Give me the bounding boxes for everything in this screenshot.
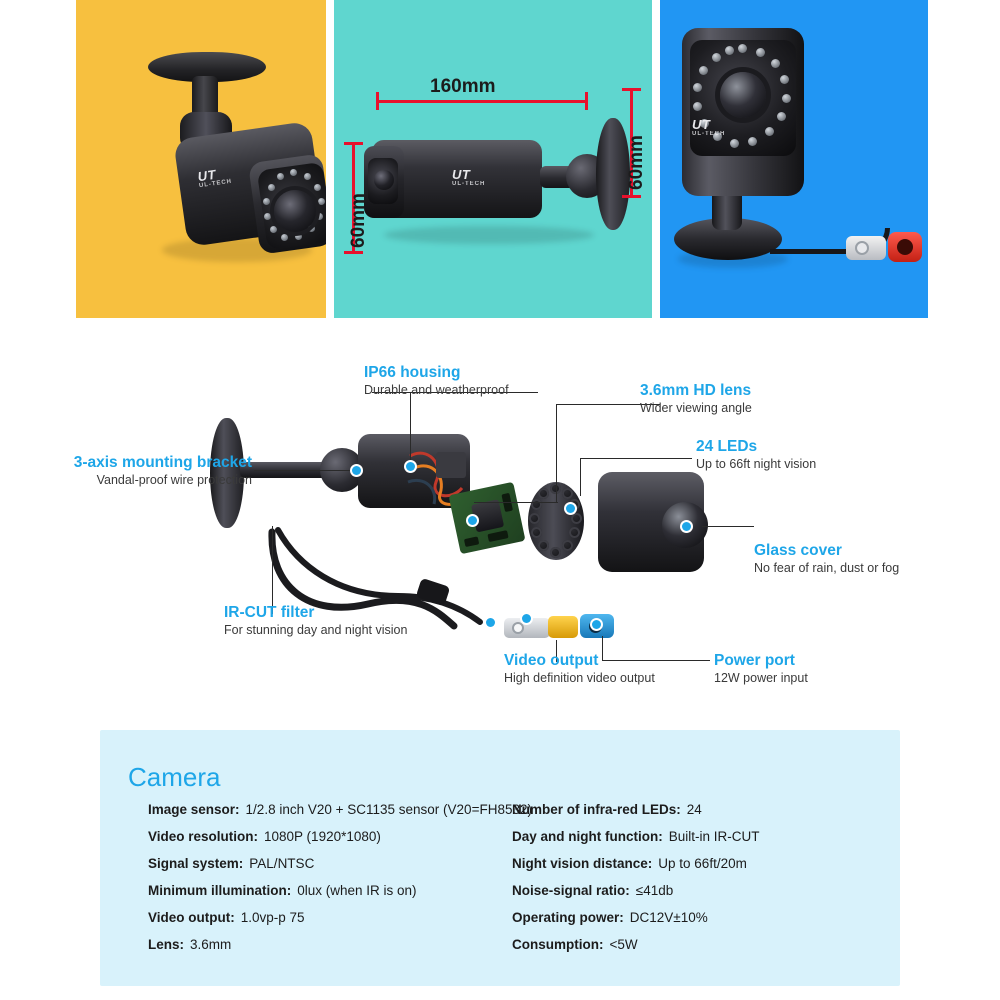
- height-tick-bottom: [344, 251, 363, 254]
- spec-row: [148, 829, 488, 844]
- shadow: [384, 226, 594, 244]
- callout-subtitle: 12W power input: [714, 671, 808, 685]
- camera-lens: [720, 72, 766, 118]
- bnc-center-pin: [855, 241, 869, 255]
- dc-power-connector: [888, 232, 922, 262]
- leader-glass: [702, 526, 754, 527]
- callout-title: 24 LEDs: [696, 438, 758, 455]
- spec-row: [512, 883, 872, 898]
- product-photo-strip: [76, 0, 932, 318]
- spec-key: Day and night function:: [512, 829, 663, 844]
- callout-ircut-filter: [224, 604, 407, 637]
- spec-row: [512, 910, 872, 925]
- hotspot-leds: [566, 504, 575, 513]
- length-dimension-line: [376, 100, 588, 103]
- callout-mounting-bracket: [0, 454, 252, 487]
- spec-row: [512, 829, 872, 844]
- product-photo-angled: [76, 0, 326, 318]
- spec-key: Consumption:: [512, 937, 604, 952]
- leader-leds: [580, 458, 692, 459]
- callout-title: 3.6mm HD lens: [640, 382, 752, 399]
- leader-bracket: [254, 470, 360, 471]
- depth-tick-bottom: [622, 195, 641, 198]
- spec-key: Minimum illumination:: [148, 883, 292, 898]
- depth-dimension-label: 60mm: [626, 135, 647, 190]
- callout-subtitle: Up to 66ft night vision: [696, 457, 817, 471]
- spec-row: [148, 937, 488, 952]
- length-tick-left: [376, 92, 379, 110]
- spec-value: 1/2.8 inch V20 + SC1135 sensor (V20=FH8532): [245, 802, 532, 817]
- hotspot-glass: [682, 522, 691, 531]
- callout-glass-cover: [754, 542, 899, 575]
- hotspot-video: [522, 614, 531, 623]
- spec-value: 1.0vp-p 75: [240, 910, 305, 925]
- leader-ircut-v: [272, 526, 273, 614]
- spec-value: Up to 66ft/20m: [658, 856, 747, 871]
- brand-logo: [452, 168, 485, 187]
- depth-tick-top: [622, 88, 641, 91]
- leader-leds-v: [580, 458, 581, 496]
- callout-subtitle: No fear of rain, dust or fog: [754, 561, 900, 575]
- hotspot-bracket: [352, 466, 361, 475]
- callout-subtitle: Wider viewing angle: [640, 401, 752, 415]
- leader-ip66-v: [410, 392, 411, 466]
- callout-ip66-housing: [364, 364, 509, 397]
- mount-plate: [596, 118, 630, 230]
- brand-subtitle: UL-TECH: [452, 181, 486, 187]
- dc-socket-hole: [897, 239, 913, 255]
- bnc-center-pin: [512, 622, 524, 634]
- spec-row: [148, 910, 488, 925]
- spec-row: [148, 856, 488, 871]
- callout-power-port: [714, 652, 808, 685]
- specs-column-right: [512, 802, 872, 964]
- bnc-video-connector: [846, 236, 886, 260]
- height-tick-top: [344, 142, 363, 145]
- spec-value: 0lux (when IR is on): [297, 883, 417, 898]
- specs-heading: Camera: [128, 762, 221, 792]
- leader-lens-h2: [474, 502, 558, 503]
- brand-name: UT: [196, 166, 217, 185]
- product-photo-dimensions: [334, 0, 652, 318]
- brand-logo: [692, 118, 725, 137]
- spec-value: 24: [686, 802, 702, 817]
- spec-value: DC12V±10%: [629, 910, 708, 925]
- callout-24-leds: [696, 438, 816, 471]
- hotspot-lens: [468, 516, 477, 525]
- product-photo-front: [660, 0, 928, 318]
- spec-row: [512, 802, 872, 817]
- callout-title: IR-CUT filter: [224, 604, 315, 621]
- specifications-panel: [100, 730, 900, 986]
- spec-key: Noise-signal ratio:: [512, 883, 630, 898]
- callout-subtitle: Durable and weatherproof: [364, 383, 509, 397]
- part-dc-male-connector: [548, 616, 578, 638]
- spec-key: Signal system:: [148, 856, 244, 871]
- spec-key: Night vision distance:: [512, 856, 653, 871]
- spec-row: [512, 856, 872, 871]
- spec-key: Number of infra-red LEDs:: [512, 802, 681, 817]
- callout-title: IP66 housing: [364, 364, 461, 381]
- brand-name: UT: [692, 117, 711, 132]
- spec-key: Video output:: [148, 910, 235, 925]
- callout-title: Video output: [504, 652, 599, 669]
- height-dimension-label: 60mm: [348, 193, 369, 248]
- callout-subtitle: For stunning day and night vision: [224, 623, 408, 637]
- callout-hd-lens: [640, 382, 752, 415]
- spec-row: [148, 802, 532, 817]
- spec-key: Lens:: [148, 937, 185, 952]
- spec-value: Built-in IR-CUT: [668, 829, 760, 844]
- spec-value: 1080P (1920*1080): [264, 829, 381, 844]
- spec-value: ≤41db: [635, 883, 674, 898]
- leader-lens-v: [556, 404, 557, 502]
- spec-key: Video resolution:: [148, 829, 259, 844]
- spec-key: Operating power:: [512, 910, 624, 925]
- spec-row: [512, 937, 872, 952]
- callout-video-output: [504, 652, 655, 685]
- specs-columns: [128, 802, 872, 964]
- brand-name: UT: [452, 167, 471, 182]
- length-tick-right: [585, 92, 588, 110]
- callout-subtitle: High definition video output: [504, 671, 655, 685]
- length-dimension-label: 160mm: [430, 76, 496, 97]
- exploded-view-diagram: [0, 330, 1000, 720]
- hotspot-ircut: [486, 618, 495, 627]
- specs-column-left: [128, 802, 532, 964]
- callout-subtitle: Vandal-proof wire protection: [96, 473, 252, 487]
- spec-value: 3.6mm: [190, 937, 232, 952]
- spec-value: <5W: [609, 937, 638, 952]
- callout-title: 3-axis mounting bracket: [73, 454, 252, 471]
- hotspot-ip66: [406, 462, 415, 471]
- camera-lens: [374, 170, 394, 190]
- callout-title: Power port: [714, 652, 795, 669]
- spec-value: PAL/NTSC: [249, 856, 315, 871]
- brand-subtitle: UL-TECH: [198, 178, 233, 190]
- spec-row: [148, 883, 488, 898]
- callout-title: Glass cover: [754, 542, 842, 559]
- hotspot-power: [592, 620, 601, 629]
- camera-lens: [274, 190, 316, 232]
- brand-subtitle: UL-TECH: [692, 131, 726, 137]
- spec-key: Image sensor:: [148, 802, 240, 817]
